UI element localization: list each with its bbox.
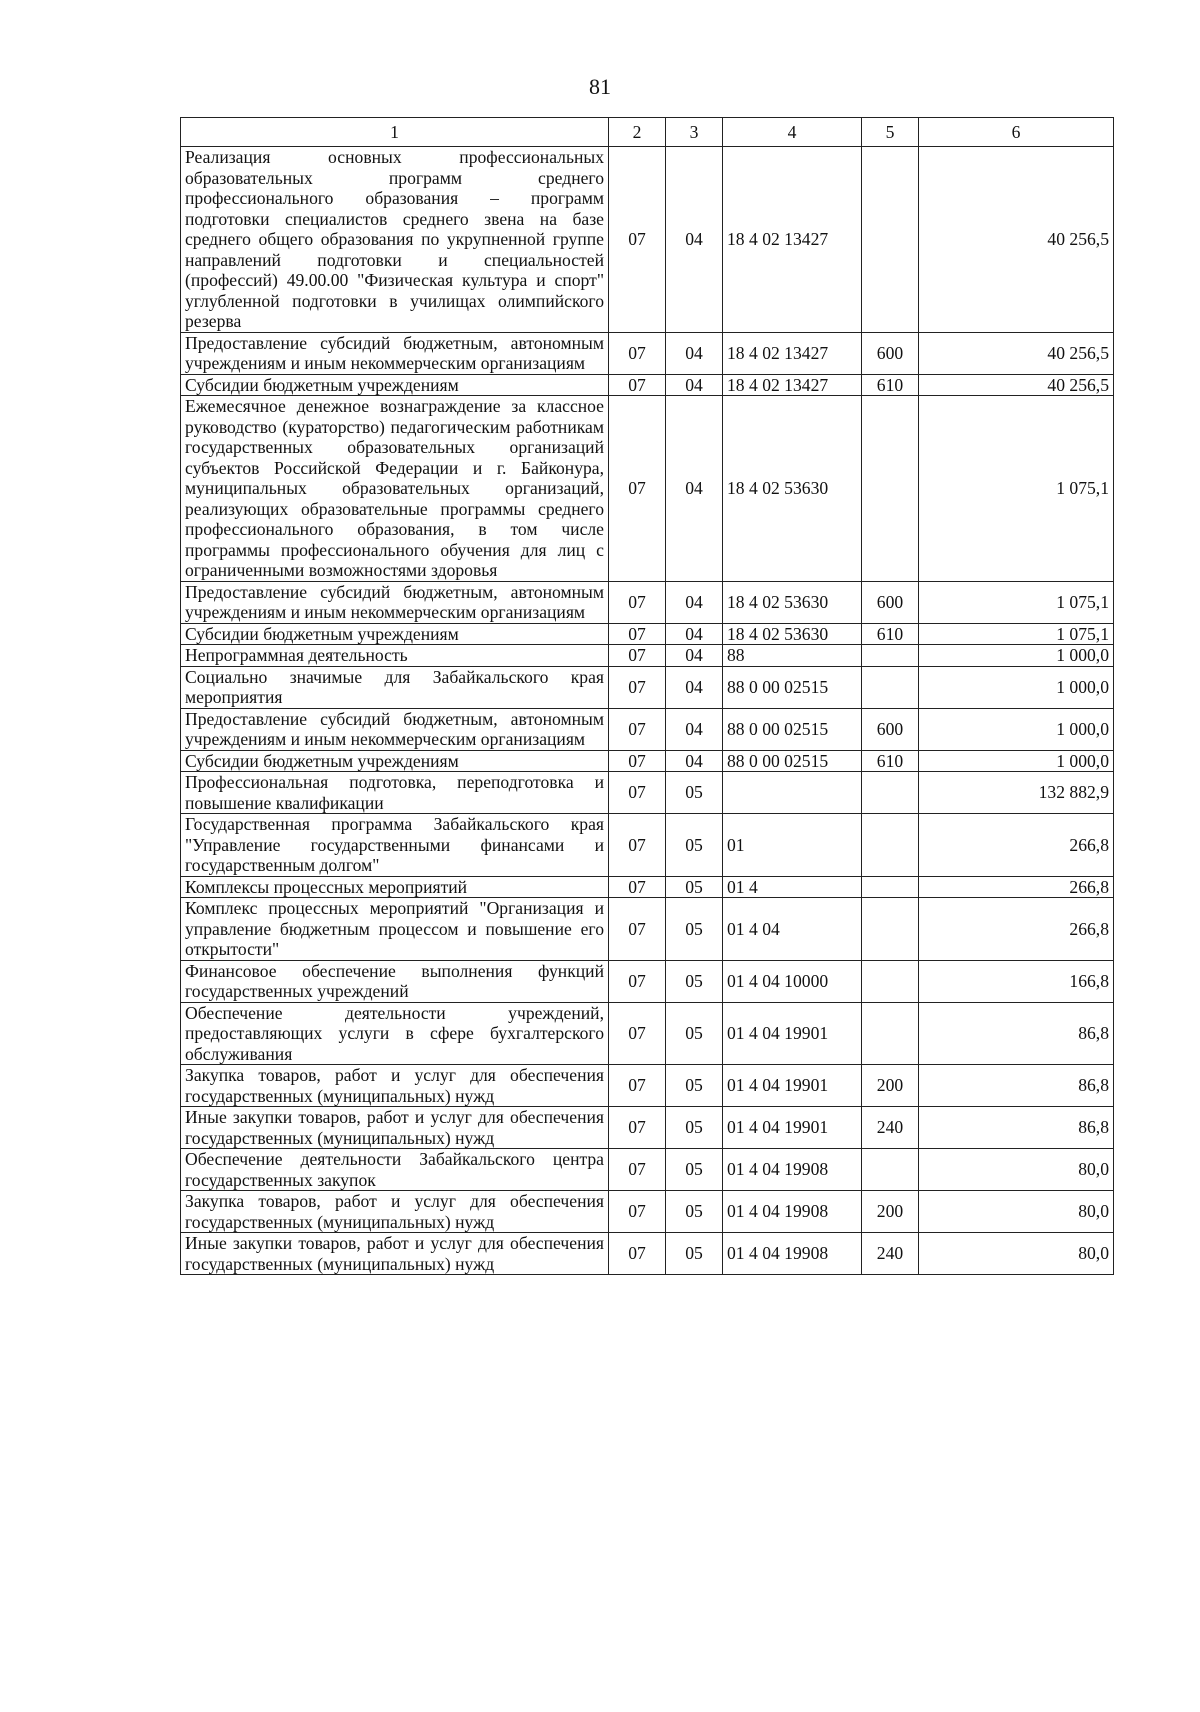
amount-cell: 266,8 — [919, 876, 1114, 898]
subsection-code-cell: 05 — [666, 960, 723, 1002]
section-code-cell: 07 — [609, 332, 666, 374]
header-cell: 3 — [666, 118, 723, 147]
section-code-cell: 07 — [609, 960, 666, 1002]
target-article-cell: 01 — [723, 814, 862, 877]
row-name-cell: Обеспечение деятельности учреждений, предоставляющих услуги в сфере бухгалтерского обслуживания — [181, 1002, 609, 1065]
row-name-cell: Реализация основных профессиональных образовательных программ среднего профессионального образования – программ подготовки специалистов среднего звена на базе среднего общего образования по укрупненной группе направлений подготовки и специальностей (профессий) 49.00.00 "Физическая культура и спорт" углубленной подготовки в училищах олимпийского резерва — [181, 147, 609, 333]
expense-type-cell: 200 — [862, 1191, 919, 1233]
subsection-code-cell: 04 — [666, 750, 723, 772]
section-code-cell: 07 — [609, 876, 666, 898]
row-name-cell: Субсидии бюджетным учреждениям — [181, 750, 609, 772]
header-cell: 2 — [609, 118, 666, 147]
expense-type-cell: 600 — [862, 581, 919, 623]
amount-cell: 1 000,0 — [919, 645, 1114, 667]
target-article-cell: 18 4 02 13427 — [723, 147, 862, 333]
amount-cell: 86,8 — [919, 1002, 1114, 1065]
section-code-cell: 07 — [609, 623, 666, 645]
subsection-code-cell: 05 — [666, 1233, 723, 1275]
row-name-cell: Профессиональная подготовка, переподготовка и повышение квалификации — [181, 772, 609, 814]
table-row — [181, 1233, 1114, 1275]
expense-type-cell: 240 — [862, 1107, 919, 1149]
section-code-cell: 07 — [609, 772, 666, 814]
subsection-code-cell: 05 — [666, 1149, 723, 1191]
row-name-cell: Иные закупки товаров, работ и услуг для обеспечения государственных (муниципальных) нужд — [181, 1107, 609, 1149]
row-name-cell: Субсидии бюджетным учреждениям — [181, 623, 609, 645]
target-article-cell: 18 4 02 13427 — [723, 332, 862, 374]
subsection-code-cell: 04 — [666, 332, 723, 374]
subsection-code-cell: 04 — [666, 396, 723, 582]
subsection-code-cell: 04 — [666, 645, 723, 667]
amount-cell: 1 000,0 — [919, 750, 1114, 772]
amount-cell: 132 882,9 — [919, 772, 1114, 814]
expense-type-cell: 610 — [862, 374, 919, 396]
amount-cell: 80,0 — [919, 1149, 1114, 1191]
target-article-cell — [723, 772, 862, 814]
amount-cell: 80,0 — [919, 1233, 1114, 1275]
expense-type-cell — [862, 876, 919, 898]
section-code-cell: 07 — [609, 898, 666, 961]
expense-type-cell — [862, 147, 919, 333]
row-name-cell: Закупка товаров, работ и услуг для обеспечения государственных (муниципальных) нужд — [181, 1191, 609, 1233]
table-row — [181, 772, 1114, 814]
row-name-cell: Непрограммная деятельность — [181, 645, 609, 667]
section-code-cell: 07 — [609, 1149, 666, 1191]
target-article-cell: 18 4 02 53630 — [723, 623, 862, 645]
amount-cell: 1 000,0 — [919, 708, 1114, 750]
table-row — [181, 374, 1114, 396]
expense-type-cell — [862, 960, 919, 1002]
amount-cell: 86,8 — [919, 1065, 1114, 1107]
amount-cell: 1 075,1 — [919, 396, 1114, 582]
subsection-code-cell: 05 — [666, 898, 723, 961]
subsection-code-cell: 04 — [666, 147, 723, 333]
expense-type-cell — [862, 898, 919, 961]
expense-type-cell: 240 — [862, 1233, 919, 1275]
row-name-cell: Предоставление субсидий бюджетным, автономным учреждениям и иным некоммерческим организациям — [181, 708, 609, 750]
subsection-code-cell: 05 — [666, 814, 723, 877]
header-cell: 4 — [723, 118, 862, 147]
target-article-cell: 01 4 04 19908 — [723, 1149, 862, 1191]
expense-type-cell: 600 — [862, 708, 919, 750]
table-row — [181, 960, 1114, 1002]
amount-cell: 40 256,5 — [919, 332, 1114, 374]
target-article-cell: 01 4 04 19901 — [723, 1107, 862, 1149]
table-row — [181, 645, 1114, 667]
row-name-cell: Социально значимые для Забайкальского края мероприятия — [181, 666, 609, 708]
section-code-cell: 07 — [609, 147, 666, 333]
section-code-cell: 07 — [609, 814, 666, 877]
amount-cell: 1 000,0 — [919, 666, 1114, 708]
table-body — [181, 147, 1114, 1275]
expense-type-cell — [862, 772, 919, 814]
subsection-code-cell: 05 — [666, 1191, 723, 1233]
row-name-cell: Предоставление субсидий бюджетным, автономным учреждениям и иным некоммерческим организациям — [181, 332, 609, 374]
expense-type-cell — [862, 814, 919, 877]
subsection-code-cell: 05 — [666, 1065, 723, 1107]
table-row — [181, 750, 1114, 772]
amount-cell: 266,8 — [919, 898, 1114, 961]
row-name-cell: Комплексы процессных мероприятий — [181, 876, 609, 898]
subsection-code-cell: 04 — [666, 581, 723, 623]
row-name-cell: Субсидии бюджетным учреждениям — [181, 374, 609, 396]
row-name-cell: Комплекс процессных мероприятий "Организация и управление бюджетным процессом и повышение его открытости" — [181, 898, 609, 961]
subsection-code-cell: 04 — [666, 708, 723, 750]
table-row — [181, 876, 1114, 898]
table-row — [181, 666, 1114, 708]
expense-type-cell — [862, 1002, 919, 1065]
row-name-cell: Ежемесячное денежное вознаграждение за классное руководство (кураторство) педагогическим работникам государственных образовательных организаций субъектов Российской Федерации и г. Байконура, муниципальных образовательных организаций, реализующих образовательные программы среднего профессионального образования, в том числе программы профессионального обучения для лиц с ограниченными возможностями здоровья — [181, 396, 609, 582]
target-article-cell: 18 4 02 53630 — [723, 581, 862, 623]
expense-type-cell — [862, 1149, 919, 1191]
subsection-code-cell: 04 — [666, 623, 723, 645]
target-article-cell: 01 4 04 19901 — [723, 1002, 862, 1065]
target-article-cell: 88 0 00 02515 — [723, 708, 862, 750]
target-article-cell: 88 — [723, 645, 862, 667]
section-code-cell: 07 — [609, 1002, 666, 1065]
subsection-code-cell: 04 — [666, 374, 723, 396]
subsection-code-cell: 04 — [666, 666, 723, 708]
target-article-cell: 01 4 04 — [723, 898, 862, 961]
header-cell: 5 — [862, 118, 919, 147]
expense-type-cell — [862, 645, 919, 667]
section-code-cell: 07 — [609, 1233, 666, 1275]
header-row — [181, 118, 1114, 147]
target-article-cell: 88 0 00 02515 — [723, 750, 862, 772]
target-article-cell: 01 4 04 19901 — [723, 1065, 862, 1107]
expense-type-cell: 600 — [862, 332, 919, 374]
table-row — [181, 898, 1114, 961]
table-row — [181, 623, 1114, 645]
target-article-cell: 01 4 04 19908 — [723, 1191, 862, 1233]
section-code-cell: 07 — [609, 374, 666, 396]
row-name-cell: Закупка товаров, работ и услуг для обеспечения государственных (муниципальных) нужд — [181, 1065, 609, 1107]
amount-cell: 86,8 — [919, 1107, 1114, 1149]
header-cell: 6 — [919, 118, 1114, 147]
target-article-cell: 18 4 02 13427 — [723, 374, 862, 396]
budget-table — [180, 117, 1114, 1275]
section-code-cell: 07 — [609, 750, 666, 772]
section-code-cell: 07 — [609, 1191, 666, 1233]
table-row — [181, 147, 1114, 333]
section-code-cell: 07 — [609, 708, 666, 750]
table-row — [181, 1107, 1114, 1149]
amount-cell: 166,8 — [919, 960, 1114, 1002]
table-row — [181, 814, 1114, 877]
section-code-cell: 07 — [609, 666, 666, 708]
expense-type-cell: 610 — [862, 750, 919, 772]
expense-type-cell: 200 — [862, 1065, 919, 1107]
table-row — [181, 396, 1114, 582]
expense-type-cell — [862, 396, 919, 582]
table-row — [181, 1149, 1114, 1191]
table-row — [181, 1002, 1114, 1065]
table-row — [181, 332, 1114, 374]
row-name-cell: Государственная программа Забайкальского края "Управление государственными финансами и государственным долгом" — [181, 814, 609, 877]
table-row — [181, 708, 1114, 750]
table-row — [181, 1065, 1114, 1107]
subsection-code-cell: 05 — [666, 1002, 723, 1065]
header-cell: 1 — [181, 118, 609, 147]
subsection-code-cell: 05 — [666, 876, 723, 898]
expense-type-cell — [862, 666, 919, 708]
amount-cell: 266,8 — [919, 814, 1114, 877]
row-name-cell: Предоставление субсидий бюджетным, автономным учреждениям и иным некоммерческим организациям — [181, 581, 609, 623]
row-name-cell: Финансовое обеспечение выполнения функций государственных учреждений — [181, 960, 609, 1002]
table-row — [181, 1191, 1114, 1233]
section-code-cell: 07 — [609, 1107, 666, 1149]
amount-cell: 40 256,5 — [919, 147, 1114, 333]
amount-cell: 1 075,1 — [919, 623, 1114, 645]
section-code-cell: 07 — [609, 1065, 666, 1107]
subsection-code-cell: 05 — [666, 1107, 723, 1149]
expense-type-cell: 610 — [862, 623, 919, 645]
subsection-code-cell: 05 — [666, 772, 723, 814]
page-number: 81 — [589, 74, 611, 99]
amount-cell: 80,0 — [919, 1191, 1114, 1233]
amount-cell: 40 256,5 — [919, 374, 1114, 396]
target-article-cell: 01 4 04 19908 — [723, 1233, 862, 1275]
target-article-cell: 18 4 02 53630 — [723, 396, 862, 582]
row-name-cell: Обеспечение деятельности Забайкальского центра государственных закупок — [181, 1149, 609, 1191]
section-code-cell: 07 — [609, 645, 666, 667]
section-code-cell: 07 — [609, 581, 666, 623]
table-row — [181, 581, 1114, 623]
section-code-cell: 07 — [609, 396, 666, 582]
row-name-cell: Иные закупки товаров, работ и услуг для обеспечения государственных (муниципальных) нужд — [181, 1233, 609, 1275]
target-article-cell: 01 4 — [723, 876, 862, 898]
amount-cell: 1 075,1 — [919, 581, 1114, 623]
target-article-cell: 88 0 00 02515 — [723, 666, 862, 708]
target-article-cell: 01 4 04 10000 — [723, 960, 862, 1002]
